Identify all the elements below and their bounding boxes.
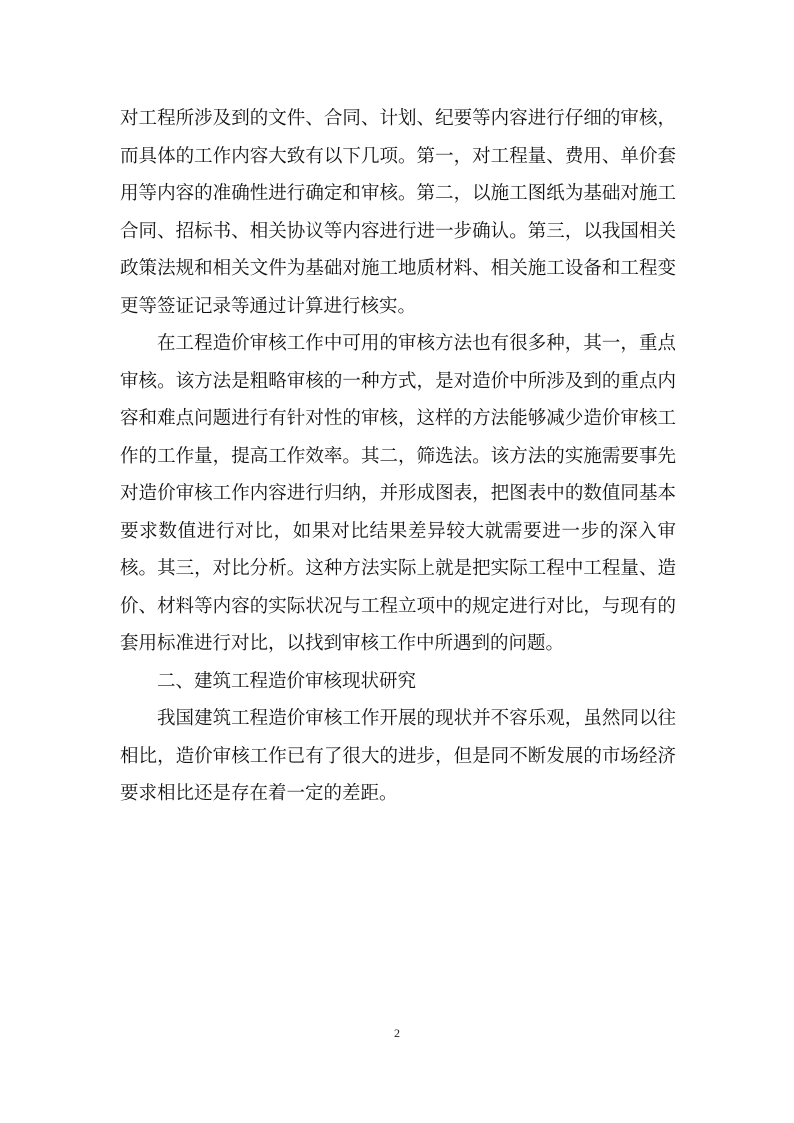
page-number: 2 xyxy=(394,1026,400,1040)
section-heading: 二、建筑工程造价审核现状研究 xyxy=(157,670,417,692)
body-paragraph-1: 对工程所涉及到的文件、合同、计划、纪要等内容进行仔细的审核，而具体的工作内容大致有以下几项。第一，对工程量、费用、单价套用等内容的准确性进行确定和审核。第二，以施工图纸为基础对施工合同、招标书、相关协议等内容进行进一步确认。第三，以我国相关政策法规和相关文件为基础对施工地质材料、相关施工设备和工程变更等签证记录等通过计算进行核实。 xyxy=(120,108,676,317)
body-paragraph-2: 在工程造价审核工作中可用的审核方法也有很多种，其一，重点审核。该方法是粗略审核的一种方式，是对造价中所涉及到的重点内容和难点问题进行有针对性的审核，这样的方法能够减少造价审核工作的工作量，提高工作效率。其二，筛选法。该方法的实施需要事先对造价审核工作内容进行归纳，并形成图表，把图表中的数值同基本要求数值进行对比，如果对比结果差异较大就需要进一步的深入审核。其三，对比分析。这种方法实际上就是把实际工程中工程量、造价、材料等内容的实际状况与工程立项中的规定进行对比，与现有的套用标准进行对比，以找到审核工作中所遇到的问题。 xyxy=(120,333,676,654)
body-paragraph-3: 我国建筑工程造价审核工作开展的现状并不容乐观，虽然同以往相比，造价审核工作已有了很大的进步，但是同不断发展的市场经济要求相比还是存在着一定的差距。 xyxy=(120,708,676,804)
document-body xyxy=(120,100,676,813)
